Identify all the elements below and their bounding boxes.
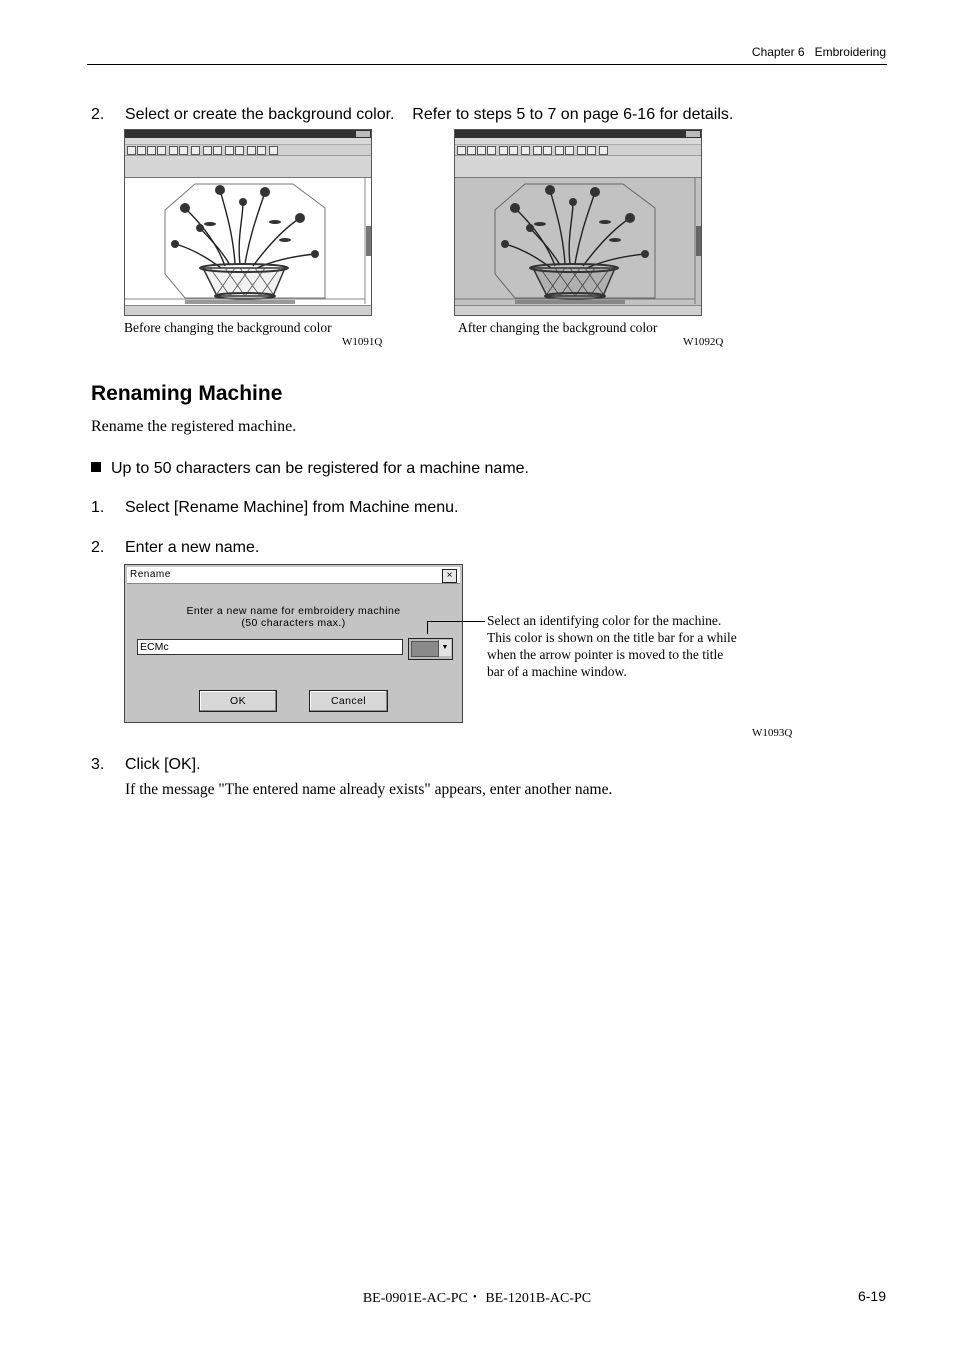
tool-icon [565, 146, 574, 155]
window-menubar [125, 138, 371, 145]
step-2 [91, 539, 691, 559]
help-icon [599, 146, 608, 155]
tool-icon [225, 146, 234, 155]
chevron-down-icon[interactable]: ▼ [438, 640, 451, 656]
tool-icon [179, 146, 188, 155]
color-dropdown[interactable] [408, 638, 453, 660]
tool-icon [577, 146, 586, 155]
step-background-color [91, 106, 811, 126]
screenshot-after [454, 129, 702, 316]
step-number: 2. [91, 539, 105, 556]
step-number: 3. [91, 756, 105, 773]
window-controls-icon [686, 131, 700, 137]
page-number: 6-19 [857, 1288, 886, 1304]
step-text: Select or create the background color. Refer to steps 5 to 7 on page 6-16 for details. [125, 106, 734, 123]
tool-icon [521, 146, 530, 155]
callout-text [487, 612, 807, 680]
machine-name-input[interactable]: ECMc [137, 639, 403, 655]
tool-icon [247, 146, 256, 155]
embroidery-basket-icon [125, 178, 371, 304]
tool-icon [157, 146, 166, 155]
section-intro: Rename the registered machine. [91, 418, 297, 435]
close-icon[interactable]: × [442, 569, 457, 583]
header-chapter: Chapter 6 [751, 45, 805, 59]
bullet-square-icon [91, 462, 101, 472]
zoom-in-icon [127, 146, 136, 155]
step-number: 2. [91, 106, 105, 123]
tool-icon [147, 146, 156, 155]
window-menubar [455, 138, 701, 145]
tool-icon [543, 146, 552, 155]
step-3-note: If the message "The entered name already exists" appears, enter another name. [125, 781, 613, 798]
callout-leader-line [427, 621, 428, 634]
color-swatch [411, 641, 439, 657]
help-icon [269, 146, 278, 155]
tool-icon [191, 146, 200, 155]
tool-icon [235, 146, 244, 155]
figure-code-dialog: W1093Q [752, 727, 793, 739]
tool-icon [499, 146, 508, 155]
window-toolbar [455, 145, 701, 156]
dialog-prompt-line2: (50 characters max.) [241, 617, 346, 629]
tool-icon [555, 146, 564, 155]
figure-code-before: W1091Q [342, 336, 383, 348]
tool-icon [477, 146, 486, 155]
footer-model: BE-0901E-AC-PC・ BE-1201B-AC-PC [362, 1291, 592, 1306]
tool-icon [533, 146, 542, 155]
running-header [752, 45, 886, 59]
caption-before: Before changing the background color [124, 320, 332, 335]
tool-icon [587, 146, 596, 155]
ok-button[interactable]: OK [199, 690, 277, 712]
caption-after: After changing the background color [458, 320, 658, 335]
dialog-title: Rename [130, 569, 171, 580]
status-bar [125, 305, 371, 315]
dialog-titlebar [127, 567, 460, 584]
tool-icon [257, 146, 266, 155]
zoom-out-icon [467, 146, 476, 155]
tool-icon [509, 146, 518, 155]
callout-leader-line [428, 621, 485, 622]
step-text: Click [OK]. [125, 756, 201, 773]
design-canvas [455, 178, 701, 305]
tool-icon [203, 146, 212, 155]
bullet-note [91, 460, 529, 478]
header-rule [87, 64, 887, 65]
callout-line: bar of a machine window. [487, 664, 627, 679]
cancel-button[interactable]: Cancel [309, 690, 388, 712]
window-toolbar [125, 145, 371, 156]
section-title: Renaming Machine [91, 382, 283, 405]
header-section: Embroidering [814, 45, 886, 59]
machine-info-bar [125, 156, 371, 178]
tool-icon [169, 146, 178, 155]
window-titlebar [125, 130, 371, 138]
dialog-prompt-line1: Enter a new name for embroidery machine [186, 605, 401, 617]
tool-icon [487, 146, 496, 155]
figure-code-after: W1092Q [683, 336, 724, 348]
step-3 [91, 756, 791, 776]
machine-info-bar [455, 156, 701, 178]
zoom-out-icon [137, 146, 146, 155]
step-1 [91, 499, 691, 519]
window-titlebar [455, 130, 701, 138]
step-text: Select [Rename Machine] from Machine menu. [125, 499, 459, 516]
step-text: Enter a new name. [125, 539, 260, 556]
bullet-text: Up to 50 characters can be registered for a machine name. [111, 460, 529, 477]
callout-line: when the arrow pointer is moved to the title [487, 647, 724, 662]
embroidery-basket-icon [455, 178, 701, 304]
tool-icon [213, 146, 222, 155]
window-controls-icon [356, 131, 370, 137]
design-canvas [125, 178, 371, 305]
status-bar [455, 305, 701, 315]
step-number: 1. [91, 499, 105, 516]
callout-line: This color is shown on the title bar for a while [487, 630, 737, 645]
zoom-in-icon [457, 146, 466, 155]
screenshot-before [124, 129, 372, 316]
rename-dialog [124, 564, 463, 723]
callout-line: Select an identifying color for the machine. [487, 613, 722, 628]
